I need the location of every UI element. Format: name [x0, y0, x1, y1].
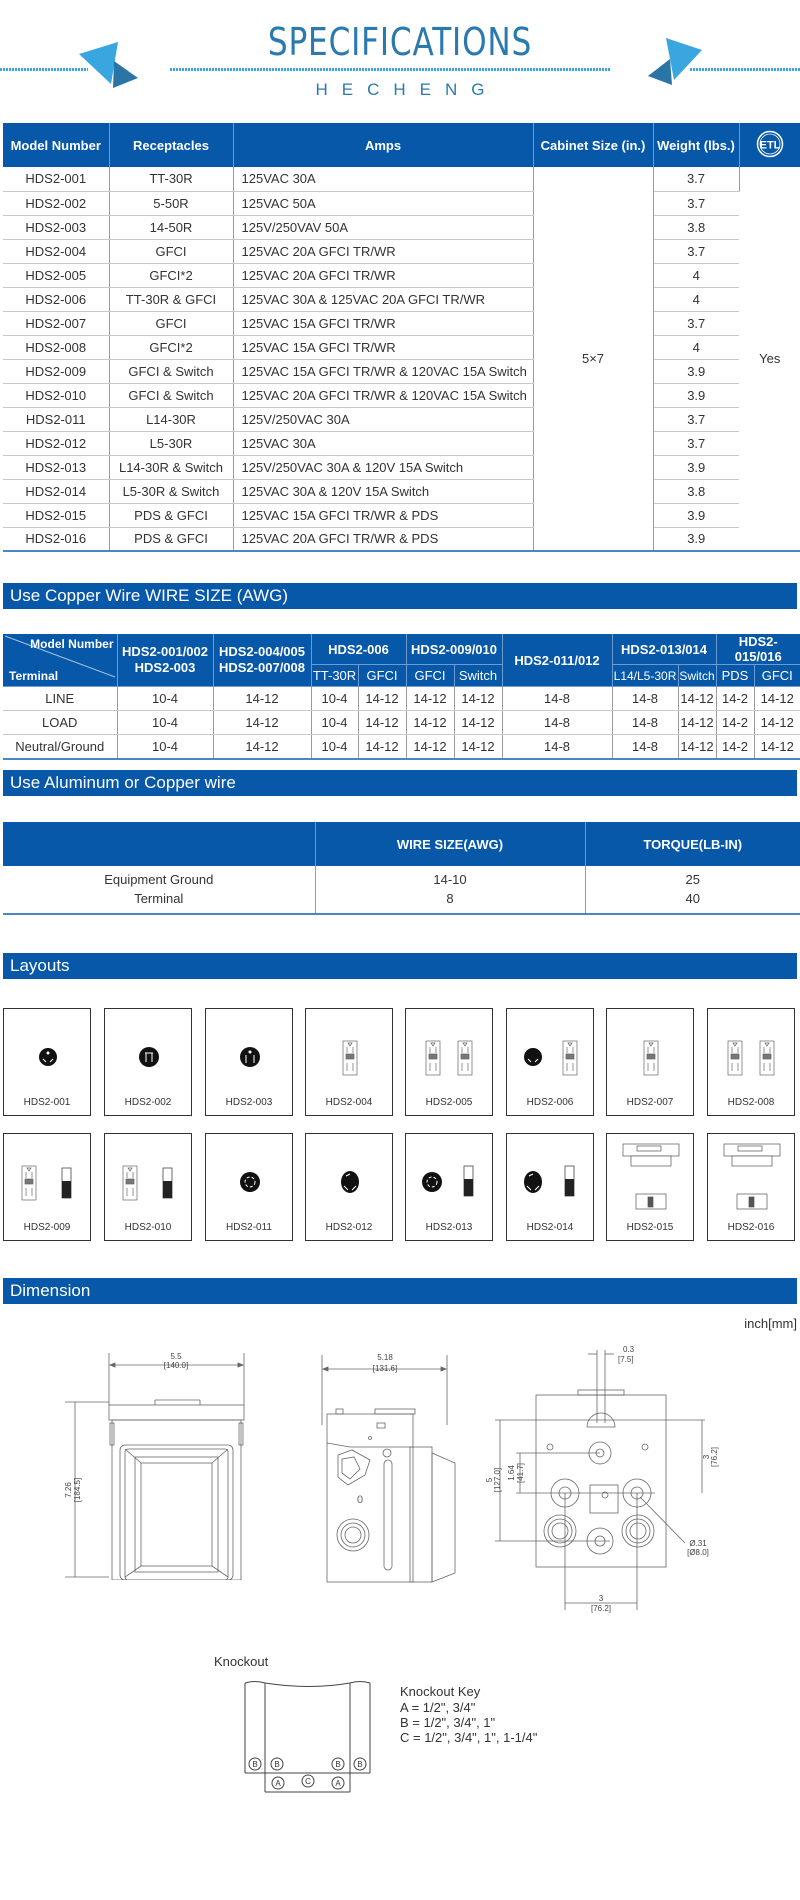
amps-cell: 125VAC 30A & 125VAC 20A GFCI TR/WR	[233, 287, 533, 311]
corner-header-cell	[3, 634, 117, 687]
knockout-diagram	[240, 1675, 380, 1795]
sub-pds: PDS	[716, 665, 754, 687]
group-hds2-011-012: HDS2-011/012	[502, 634, 612, 687]
knockout-c: C	[305, 1777, 311, 1786]
wire-size-cell: 10-4	[117, 711, 213, 735]
receptacles-cell: GFCI	[109, 239, 233, 263]
wire-size-cell: 14-2	[716, 687, 754, 711]
front-height-label: 7.26	[64, 1482, 73, 1498]
knockout-title: Knockout	[214, 1654, 269, 1669]
wire-size-cell: 14-12	[213, 735, 311, 759]
table-row	[3, 167, 800, 191]
wire-size-cell: 14-8	[612, 687, 678, 711]
weight-cell: 3.7	[653, 239, 739, 263]
knockout-key-title: Knockout Key	[400, 1684, 481, 1699]
copper-wire-size-table	[3, 634, 800, 760]
model-cell: HDS2-004	[3, 239, 109, 263]
tt30r-gfci-outlet-icon	[507, 1009, 595, 1104]
table-row	[3, 866, 800, 914]
col-torque: TORQUE(LB-IN)	[585, 822, 800, 866]
weight-cell: 3.7	[653, 311, 739, 335]
specifications-table	[3, 123, 800, 552]
layout-card	[506, 1133, 594, 1241]
col-amps: Amps	[233, 123, 533, 167]
group-hds2-001-003: HDS2-001/002 HDS2-003	[117, 634, 213, 687]
gfci-switch-icon	[105, 1134, 193, 1229]
amps-cell: 125VAC 20A GFCI TR/WR & 120VAC 15A Switch	[233, 383, 533, 407]
front-view-drawing	[55, 1345, 245, 1580]
receptacles-cell: TT-30R & GFCI	[109, 287, 233, 311]
5-50r-outlet-icon	[105, 1009, 193, 1104]
layout-card	[104, 1133, 192, 1241]
pds-gfci-icon	[607, 1134, 695, 1229]
wire-size-cell: 14-12	[406, 687, 454, 711]
layout-card	[104, 1008, 192, 1116]
terminal-cell: Neutral/Ground	[3, 735, 117, 759]
wire-size-cell: 14-12	[678, 687, 716, 711]
wire-size-cell: 14-12	[358, 735, 406, 759]
col-receptacles: Receptacles	[109, 123, 233, 167]
aluminum-wire-table	[3, 822, 800, 915]
receptacles-cell: GFCI & Switch	[109, 359, 233, 383]
model-cell: HDS2-016	[3, 527, 109, 551]
hole-diameter-label: Ø.31	[689, 1539, 707, 1548]
group-hds2-015-016: HDS2-015/016	[716, 634, 800, 665]
vertical-small-label: 1.64	[507, 1465, 516, 1481]
weight-cell: 3.7	[653, 167, 739, 191]
section-dimension: Dimension	[3, 1278, 797, 1304]
dual-gfci-outlet-icon	[708, 1009, 796, 1104]
model-cell: HDS2-013	[3, 455, 109, 479]
model-cell: HDS2-006	[3, 287, 109, 311]
col-certification	[739, 123, 800, 167]
knockout-key-b: B = 1/2", 3/4", 1"	[400, 1715, 496, 1730]
model-cell: HDS2-003	[3, 215, 109, 239]
model-cell: HDS2-007	[3, 311, 109, 335]
layout-card	[405, 1008, 493, 1116]
amps-cell: 125VAC 15A GFCI TR/WR & PDS	[233, 503, 533, 527]
model-cell: HDS2-014	[3, 479, 109, 503]
wire-size-cell: 14-12	[406, 735, 454, 759]
layout-model-label: HDS2-005	[425, 1097, 473, 1108]
svg-text:ETL: ETL	[759, 139, 781, 151]
corner-model-number-label: Model Number	[30, 637, 114, 651]
vertical-total-mm-label: [127.0]	[493, 1467, 502, 1493]
receptacles-cell: GFCI*2	[109, 263, 233, 287]
weight-cell: 3.9	[653, 527, 739, 551]
layout-model-label: HDS2-012	[325, 1222, 373, 1233]
front-width-label: 5.5	[170, 1352, 182, 1361]
wire-size-cell: 14-12	[213, 711, 311, 735]
wire-size-cell: 14-12	[358, 711, 406, 735]
col-cabinet-size: Cabinet Size (in.)	[533, 123, 653, 167]
page-title: SPECIFICATIONS	[267, 20, 533, 64]
terminal-cell: LINE	[3, 687, 117, 711]
layout-model-label: HDS2-007	[626, 1097, 674, 1108]
amps-cell: 125VAC 15A GFCI TR/WR	[233, 311, 533, 335]
wire-size-cell: 14-8	[502, 711, 612, 735]
sub-switch: Switch	[454, 665, 502, 687]
table-row	[3, 503, 800, 527]
layout-card	[3, 1008, 91, 1116]
vertical-right-label: 3	[702, 1454, 711, 1460]
pds-gfci-icon	[708, 1134, 796, 1229]
wire-size-cell: 14-12	[754, 735, 800, 759]
receptacles-cell: PDS & GFCI	[109, 527, 233, 551]
dual-gfci-outlet-icon	[406, 1009, 494, 1104]
section-layouts: Layouts	[3, 953, 797, 979]
layout-card	[707, 1008, 795, 1116]
weight-cell: 3.7	[653, 407, 739, 431]
receptacles-cell: GFCI*2	[109, 335, 233, 359]
receptacles-cell: L5-30R	[109, 431, 233, 455]
weight-cell: 3.8	[653, 215, 739, 239]
vertical-small-mm-label: [41.7]	[516, 1462, 525, 1484]
table-row	[3, 687, 800, 711]
front-height-mm-label: [184.5]	[73, 1477, 82, 1503]
table-row	[3, 191, 800, 215]
weight-cell: 4	[653, 287, 739, 311]
layout-model-label: HDS2-010	[124, 1222, 172, 1233]
vertical-total-label: 5	[485, 1477, 494, 1483]
amps-cell: 125V/250VAV 50A	[233, 215, 533, 239]
group-hds2-006: HDS2-006	[311, 634, 406, 665]
layout-model-label: HDS2-016	[727, 1222, 775, 1233]
amps-cell: 125VAC 20A GFCI TR/WR	[233, 239, 533, 263]
layout-card	[3, 1133, 91, 1241]
amps-cell: 125VAC 20A GFCI TR/WR & PDS	[233, 527, 533, 551]
wire-size-cell: 14-12	[454, 687, 502, 711]
receptacles-cell: GFCI	[109, 311, 233, 335]
table-row	[3, 407, 800, 431]
layout-model-label: HDS2-001	[23, 1097, 71, 1108]
knockout-key-a: A = 1/2", 3/4"	[400, 1700, 476, 1715]
gfci-switch-icon	[4, 1134, 92, 1229]
layout-model-label: HDS2-009	[23, 1222, 71, 1233]
knockout-b: B	[252, 1760, 258, 1769]
model-cell: HDS2-002	[3, 191, 109, 215]
wire-size-cell: 14-12	[754, 687, 800, 711]
item-cell: Equipment Ground Terminal	[3, 866, 315, 914]
spec-header-row	[3, 123, 800, 167]
terminal-cell: LOAD	[3, 711, 117, 735]
unit-note: inch[mm]	[744, 1316, 797, 1331]
model-cell: HDS2-008	[3, 335, 109, 359]
knockout-b: B	[335, 1760, 341, 1769]
side-view-drawing	[300, 1345, 475, 1585]
layout-card	[305, 1008, 393, 1116]
wire-size-cell: 10-4	[117, 735, 213, 759]
wire-size-cell: 10-4	[117, 687, 213, 711]
knockout-b: B	[274, 1760, 280, 1769]
model-cell: HDS2-010	[3, 383, 109, 407]
section-aluminum-copper-wire: Use Aluminum or Copper wire	[3, 770, 797, 796]
amps-cell: 125VAC 15A GFCI TR/WR & 120VAC 15A Switch	[233, 359, 533, 383]
table-row	[3, 383, 800, 407]
amps-cell: 125V/250VAC 30A	[233, 407, 533, 431]
receptacles-cell: L14-30R & Switch	[109, 455, 233, 479]
col-weight: Weight (lbs.)	[653, 123, 739, 167]
sub-switch: Switch	[678, 665, 716, 687]
table-row	[3, 455, 800, 479]
brand-subtitle: HECHENG	[315, 80, 499, 99]
14-50r-outlet-icon	[206, 1009, 294, 1104]
table-row	[3, 711, 800, 735]
layout-model-label: HDS2-004	[325, 1097, 373, 1108]
group-hds2-013-014: HDS2-013/014	[612, 634, 716, 665]
weight-cell: 3.7	[653, 191, 739, 215]
layout-card	[606, 1008, 694, 1116]
cabinet-size-cell: 5×7	[533, 167, 653, 551]
model-cell: HDS2-001	[3, 167, 109, 191]
wire-size-cell: 14-12	[213, 687, 311, 711]
wire-size-cell: 14-12	[754, 711, 800, 735]
wire-size-cell: 14-8	[502, 687, 612, 711]
table-row	[3, 431, 800, 455]
corner-terminal-label: Terminal	[9, 669, 59, 683]
receptacles-cell: L5-30R & Switch	[109, 479, 233, 503]
layout-card	[606, 1133, 694, 1241]
col-model-number: Model Number	[3, 123, 109, 167]
layout-model-label: HDS2-015	[626, 1222, 674, 1233]
wire-size-cell: 14-12	[358, 687, 406, 711]
layout-model-label: HDS2-008	[727, 1097, 775, 1108]
wire-size-cell: 14-2	[716, 711, 754, 735]
gfci-outlet-icon	[607, 1009, 695, 1104]
layout-model-label: HDS2-002	[124, 1097, 172, 1108]
sub-tt30r: TT-30R	[311, 665, 358, 687]
layout-card	[506, 1008, 594, 1116]
table-row	[3, 263, 800, 287]
amps-cell: 125VAC 15A GFCI TR/WR	[233, 335, 533, 359]
table-row	[3, 215, 800, 239]
table-row	[3, 311, 800, 335]
layout-card	[305, 1133, 393, 1241]
certified-cell: Yes	[739, 167, 800, 551]
weight-cell: 3.9	[653, 359, 739, 383]
layout-model-label: HDS2-014	[526, 1222, 574, 1233]
layout-card	[205, 1133, 293, 1241]
sub-gfci: GFCI	[754, 665, 800, 687]
horizontal-mm-label: [76.2]	[590, 1604, 612, 1613]
table-row	[3, 287, 800, 311]
wire-size-cell: 14-12	[678, 711, 716, 735]
weight-cell: 3.9	[653, 383, 739, 407]
amps-cell: 125V/250VAC 30A & 120V 15A Switch	[233, 455, 533, 479]
l5-30r-outlet-icon	[306, 1134, 394, 1229]
section-copper-wire: Use Copper Wire WIRE SIZE (AWG)	[3, 583, 797, 609]
wire-size-cell: 14-12	[406, 711, 454, 735]
amps-cell: 125VAC 30A	[233, 431, 533, 455]
amps-cell: 125VAC 50A	[233, 191, 533, 215]
slot-label: 0.3	[623, 1345, 635, 1354]
back-view-drawing	[480, 1335, 740, 1615]
layout-model-label: HDS2-011	[226, 1222, 272, 1233]
weight-cell: 4	[653, 335, 739, 359]
side-depth-mm-label: [131.6]	[372, 1364, 398, 1373]
torque-cell: 25 40	[585, 866, 800, 914]
header-dotted-line-left	[0, 68, 88, 71]
side-depth-label: 5.18	[377, 1353, 393, 1362]
side-marker-zero: 0	[357, 1494, 364, 1506]
group-hds2-009-010: HDS2-009/010	[406, 634, 502, 665]
hole-diameter-mm-label: [Ø8.0]	[687, 1548, 709, 1557]
front-width-mm-label: [140.0]	[163, 1361, 189, 1370]
amps-cell: 125VAC 20A GFCI TR/WR	[233, 263, 533, 287]
weight-cell: 4	[653, 263, 739, 287]
knockout-key-c: C = 1/2", 3/4", 1", 1-1/4"	[400, 1730, 538, 1745]
model-cell: HDS2-009	[3, 359, 109, 383]
header-dotted-line-center	[170, 68, 610, 71]
receptacles-cell: PDS & GFCI	[109, 503, 233, 527]
tt30r-outlet-icon	[4, 1009, 92, 1104]
layout-model-label: HDS2-003	[225, 1097, 273, 1108]
col-item	[3, 822, 315, 866]
receptacles-cell: TT-30R	[109, 167, 233, 191]
etl-listed-icon	[756, 130, 784, 158]
receptacles-cell: 14-50R	[109, 215, 233, 239]
wire-size-cell: 14-10 8	[315, 866, 585, 914]
amps-cell: 125VAC 30A	[233, 167, 533, 191]
model-cell: HDS2-005	[3, 263, 109, 287]
table-row	[3, 479, 800, 503]
wire-size-cell: 14-8	[502, 735, 612, 759]
sub-gfci: GFCI	[358, 665, 406, 687]
l14-30r-outlet-icon	[206, 1134, 294, 1229]
wire-size-cell: 14-8	[612, 735, 678, 759]
wire-size-cell: 14-8	[612, 711, 678, 735]
model-cell: HDS2-011	[3, 407, 109, 431]
wire-size-cell: 10-4	[311, 687, 358, 711]
sub-l14-l5-30r: L14/L5-30R	[612, 665, 678, 687]
weight-cell: 3.9	[653, 503, 739, 527]
amps-cell: 125VAC 30A & 120V 15A Switch	[233, 479, 533, 503]
receptacles-cell: GFCI & Switch	[109, 383, 233, 407]
group-hds2-004-008: HDS2-004/005 HDS2-007/008	[213, 634, 311, 687]
slot-mm-label: [7.5]	[618, 1355, 634, 1364]
table-row	[3, 239, 800, 263]
model-cell: HDS2-012	[3, 431, 109, 455]
knockout-b: B	[357, 1760, 363, 1769]
wire-size-cell: 14-2	[716, 735, 754, 759]
wire-size-cell: 14-12	[454, 735, 502, 759]
model-cell: HDS2-015	[3, 503, 109, 527]
vertical-right-mm-label: [76.2]	[710, 1446, 719, 1468]
wire-size-cell: 10-4	[311, 711, 358, 735]
layout-card	[405, 1133, 493, 1241]
knockout-a: A	[335, 1779, 341, 1788]
wire-size-cell: 14-12	[678, 735, 716, 759]
layout-model-label: HDS2-006	[526, 1097, 574, 1108]
receptacles-cell: 5-50R	[109, 191, 233, 215]
weight-cell: 3.8	[653, 479, 739, 503]
receptacles-cell: L14-30R	[109, 407, 233, 431]
layout-card	[707, 1133, 795, 1241]
sub-gfci: GFCI	[406, 665, 454, 687]
l5-30r-switch-icon	[507, 1134, 595, 1229]
table-row	[3, 335, 800, 359]
wire-size-cell: 10-4	[311, 735, 358, 759]
col-wire-size: WIRE SIZE(AWG)	[315, 822, 585, 866]
weight-cell: 3.9	[653, 455, 739, 479]
table-row	[3, 359, 800, 383]
weight-cell: 3.7	[653, 431, 739, 455]
table-row	[3, 735, 800, 759]
table-row	[3, 527, 800, 551]
layout-model-label: HDS2-013	[425, 1222, 473, 1233]
gfci-outlet-icon	[306, 1009, 394, 1104]
horizontal-label: 3	[598, 1594, 604, 1603]
l14-30r-switch-icon	[406, 1134, 494, 1229]
layout-card	[205, 1008, 293, 1116]
knockout-a: A	[275, 1779, 281, 1788]
wire-size-cell: 14-12	[454, 711, 502, 735]
